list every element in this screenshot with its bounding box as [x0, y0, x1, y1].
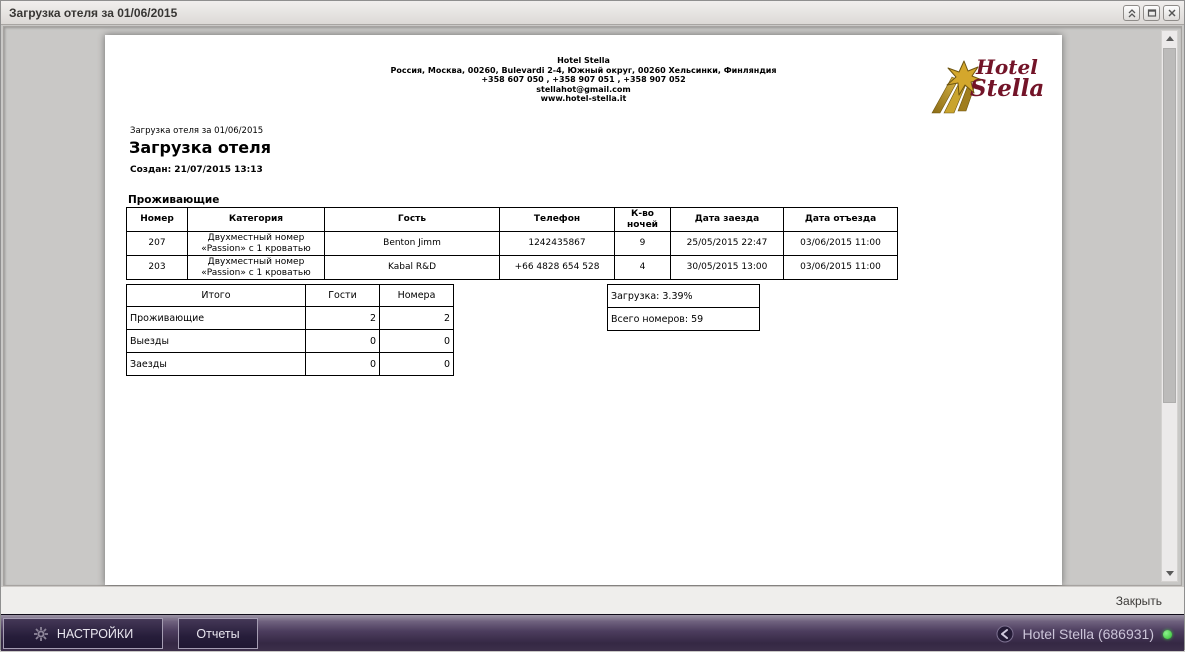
scroll-down-button[interactable]	[1162, 566, 1177, 581]
col-header-rooms-count: Номера	[380, 285, 454, 307]
totals-guests: 0	[306, 330, 380, 353]
report-subtitle: Загрузка отеля за 01/06/2015	[130, 126, 264, 136]
cell-checkin: 25/05/2015 22:47	[671, 232, 784, 256]
cell-checkout: 03/06/2015 11:00	[784, 256, 898, 280]
cell-checkout: 03/06/2015 11:00	[784, 232, 898, 256]
cell-nights: 9	[615, 232, 671, 256]
window-title: Загрузка отеля за 01/06/2015	[9, 5, 178, 20]
triangle-up-icon	[1166, 36, 1174, 41]
cell-category: Двухместный номер «Passion» с 1 кроватью	[188, 232, 325, 256]
cell-category: Двухместный номер «Passion» с 1 кроватью	[188, 256, 325, 280]
close-button-titlebar[interactable]	[1163, 5, 1180, 21]
totals-guests: 0	[306, 353, 380, 376]
col-header-phone: Телефон	[500, 208, 615, 232]
col-header-guests-count: Гости	[306, 285, 380, 307]
totals-guests: 2	[306, 307, 380, 330]
table-row	[127, 307, 454, 330]
hotel-logo	[928, 55, 1044, 115]
gear-icon	[33, 626, 49, 642]
cell-room: 207	[127, 232, 188, 256]
cell-guest: Benton Jimm	[325, 232, 500, 256]
online-indicator	[1163, 630, 1172, 639]
double-chevron-up-icon	[1127, 8, 1137, 18]
hotel-website: www.hotel-stella.it	[540, 94, 627, 103]
status-label: Hotel Stella (686931)	[1022, 625, 1154, 642]
col-header-checkin: Дата заезда	[671, 208, 784, 232]
settings-button[interactable]	[3, 618, 163, 649]
collapse-button[interactable]	[1123, 5, 1140, 21]
taskbar	[1, 614, 1184, 651]
totals-rooms: 0	[380, 353, 454, 376]
totals-rooms: 2	[380, 307, 454, 330]
cell-guest: Kabal R&D	[325, 256, 500, 280]
table-row	[127, 330, 454, 353]
guests-table	[126, 207, 898, 280]
occupancy-percent: Загрузка: 3.39%	[611, 290, 693, 302]
cell-checkin: 30/05/2015 13:00	[671, 256, 784, 280]
guests-table-header-row	[127, 208, 898, 232]
col-header-total: Итого	[127, 285, 306, 307]
vertical-scrollbar[interactable]	[1161, 30, 1178, 582]
reports-button[interactable]	[178, 618, 258, 649]
report-title: Загрузка отеля	[129, 138, 272, 157]
report-page	[105, 35, 1062, 585]
table-row	[127, 232, 898, 256]
report-preview-area	[3, 26, 1182, 586]
window-controls	[1123, 5, 1180, 21]
totals-table	[126, 284, 454, 376]
scroll-up-button[interactable]	[1162, 31, 1177, 46]
logo-text-hotel: Hotel	[976, 55, 1038, 79]
col-header-category: Категория	[188, 208, 325, 232]
table-row	[127, 353, 454, 376]
close-icon	[1167, 8, 1177, 18]
triangle-down-icon	[1166, 571, 1174, 576]
totals-label: Заезды	[127, 353, 306, 376]
connection-status	[996, 615, 1154, 652]
total-rooms: Всего номеров: 59	[608, 307, 759, 330]
cell-phone: 1242435867	[500, 232, 615, 256]
title-bar	[1, 1, 1184, 25]
cell-room: 203	[127, 256, 188, 280]
hotel-email: stellahot@gmail.com	[536, 84, 631, 94]
table-row	[127, 256, 898, 280]
maximize-button[interactable]	[1143, 5, 1160, 21]
totals-label: Проживающие	[127, 307, 306, 330]
totals-rooms: 0	[380, 330, 454, 353]
section-title-guests: Проживающие	[128, 194, 220, 206]
sync-back-icon[interactable]	[996, 625, 1014, 643]
col-header-guest: Гость	[325, 208, 500, 232]
col-header-checkout: Дата отъезда	[784, 208, 898, 232]
cell-phone: +66 4828 654 528	[500, 256, 615, 280]
footer-bar	[1, 586, 1184, 614]
hotel-address: Россия, Москва, 00260, Bulevardi 2-4, Южный округ, 00260 Хельсинки, Финляндия	[390, 65, 777, 75]
scroll-thumb[interactable]	[1163, 48, 1176, 403]
occupancy-box	[607, 284, 760, 331]
cell-nights: 4	[615, 256, 671, 280]
hotel-header	[105, 56, 1062, 104]
reports-button-label: Отчеты	[196, 626, 240, 641]
col-header-nights: К-во ночей	[615, 208, 671, 232]
totals-header-row	[127, 285, 454, 307]
logo-text-stella: Stella	[970, 75, 1045, 102]
maximize-icon	[1147, 8, 1157, 18]
col-header-room: Номер	[127, 208, 188, 232]
totals-label: Выезды	[127, 330, 306, 353]
settings-button-label: НАСТРОЙКИ	[56, 626, 134, 641]
hotel-name: Hotel Stella	[557, 56, 610, 65]
report-created: Создан: 21/07/2015 13:13	[130, 165, 263, 175]
close-report-button[interactable]: Закрыть	[1115, 593, 1162, 608]
hotel-phones: +358 607 050 , +358 907 051 , +358 907 052	[481, 75, 686, 84]
